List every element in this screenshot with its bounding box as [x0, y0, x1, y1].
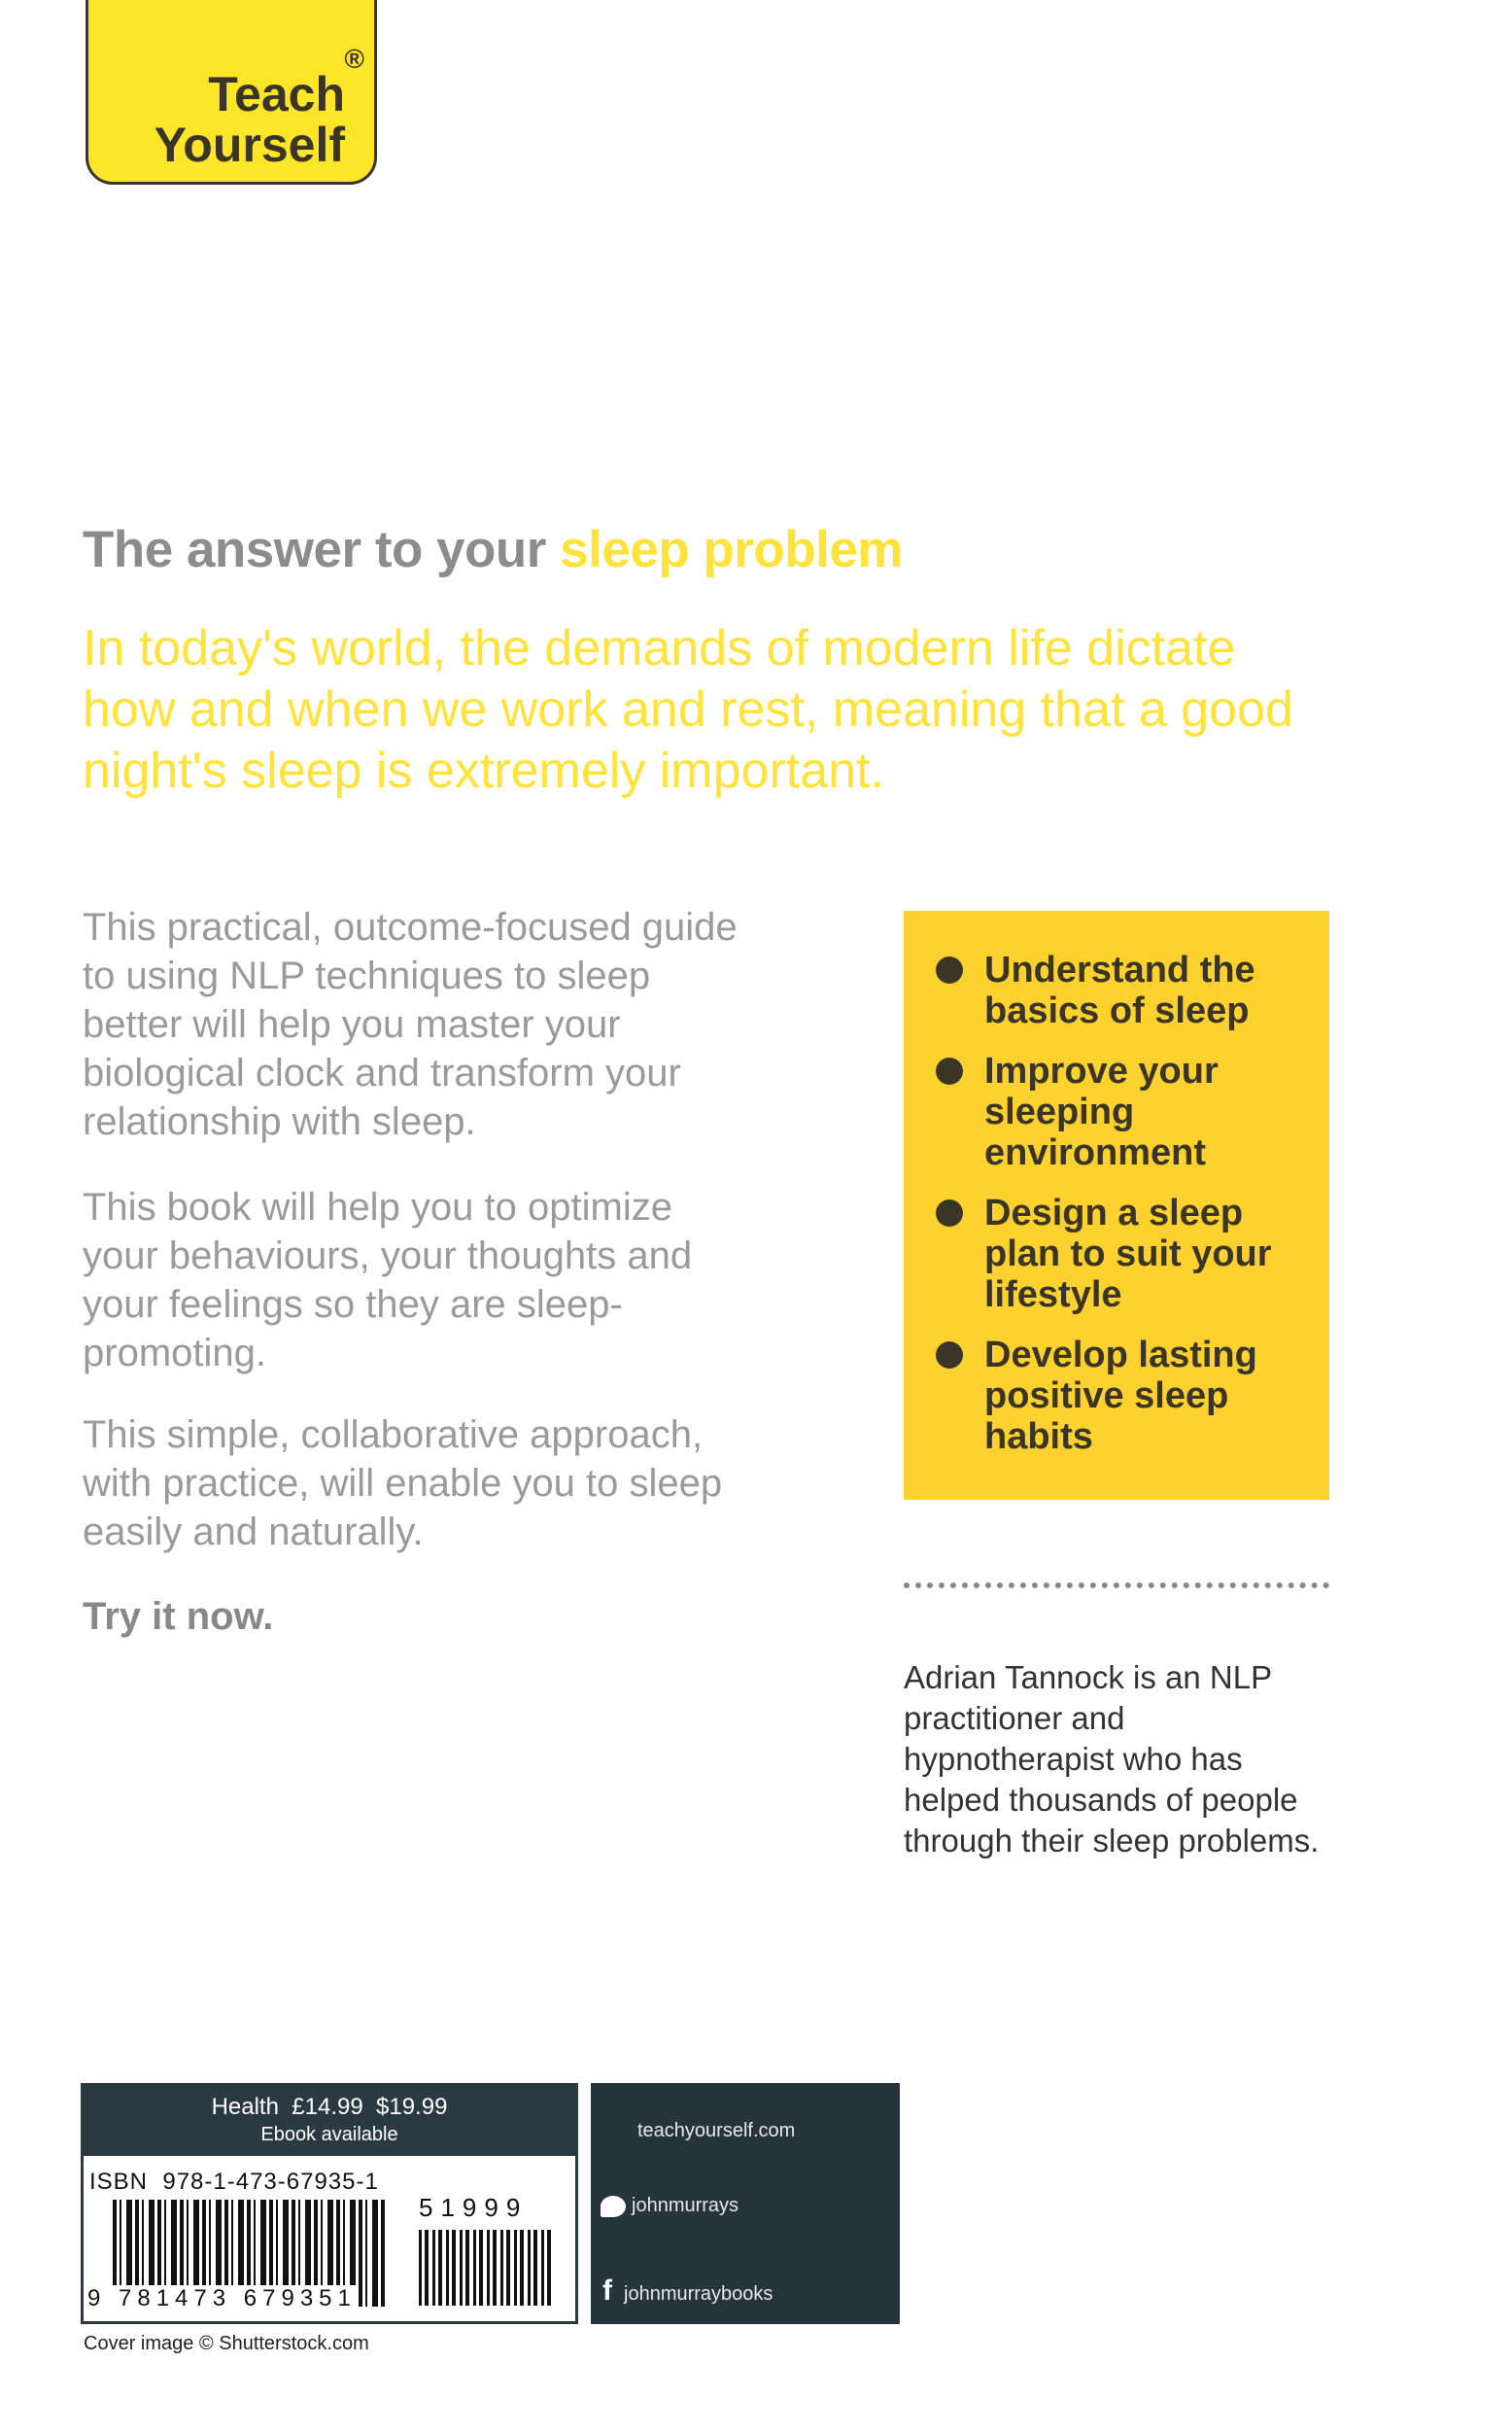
body-paragraph-2: This book will help you to optimize your behaviours, your thoughts and your feelings so they are sleep-promoting.: [83, 1186, 693, 1374]
bullet-icon: [936, 1058, 963, 1085]
registered-mark: ®: [344, 44, 364, 74]
author-bio: Adrian Tannock is an NLP practitioner and hypnotherapist who has helped thousands of people through their sleep problems.: [904, 1659, 1320, 1859]
bullet-item: Design a sleep plan to suit your lifestyle: [984, 1193, 1315, 1315]
cover-credit: Cover image © Shutterstock.com: [84, 2333, 369, 2354]
bullet-icon: [936, 1341, 963, 1369]
dotted-divider: [904, 1582, 1329, 1588]
social-panel: [591, 2083, 900, 2324]
isbn: ISBN 978-1-473-67935-1: [89, 2169, 379, 2195]
twitter-icon: [601, 2196, 626, 2217]
twitter-link[interactable]: johnmurrays: [601, 2195, 739, 2217]
logo-line2: Yourself: [154, 118, 345, 172]
try-it-now: Try it now.: [83, 1595, 274, 1638]
price: Health £14.99 $19.99: [211, 2094, 448, 2120]
title-prefix: The answer to your: [83, 521, 561, 578]
page-title: [83, 520, 903, 579]
bullet-icon: [936, 956, 963, 984]
benefits-box: [904, 911, 1329, 1500]
bullet-item: Develop lasting positive sleep habits: [984, 1335, 1315, 1457]
facebook-link[interactable]: fjohnmurraybooks: [602, 2275, 773, 2307]
bullet-item: Improve your sleeping environment: [984, 1051, 1315, 1173]
bullet-icon: [936, 1199, 963, 1227]
teach-yourself-logo: [86, 0, 377, 185]
bullet-item: Understand the basics of sleep: [984, 950, 1315, 1031]
body-paragraph-3: This simple, collaborative approach, with practice, will enable you to sleep easily and naturally.: [83, 1413, 723, 1553]
title-highlight: sleep problem: [560, 521, 903, 578]
ebook-note: Ebook available: [260, 2124, 398, 2145]
addon-barcode-icon: [419, 2230, 555, 2306]
website-link[interactable]: teachyourself.com: [637, 2120, 796, 2141]
ean-number: 9 781473 679351: [87, 2285, 357, 2311]
facebook-icon: f: [602, 2275, 612, 2307]
body-paragraph-1: This practical, outcome-focused guide to using NLP techniques to sleep better will help you master your biological clock and transform your relationship with sleep.: [83, 906, 738, 1143]
price-header: [84, 2086, 575, 2156]
addon-number: 51999: [419, 2193, 529, 2222]
barcode-panel: [81, 2083, 578, 2324]
intro-text: In today's world, the demands of modern life dictate how and when we work and rest, meaning that a good night's sleep is extremely important.: [83, 620, 1293, 799]
logo-line1: Teach: [208, 67, 345, 122]
